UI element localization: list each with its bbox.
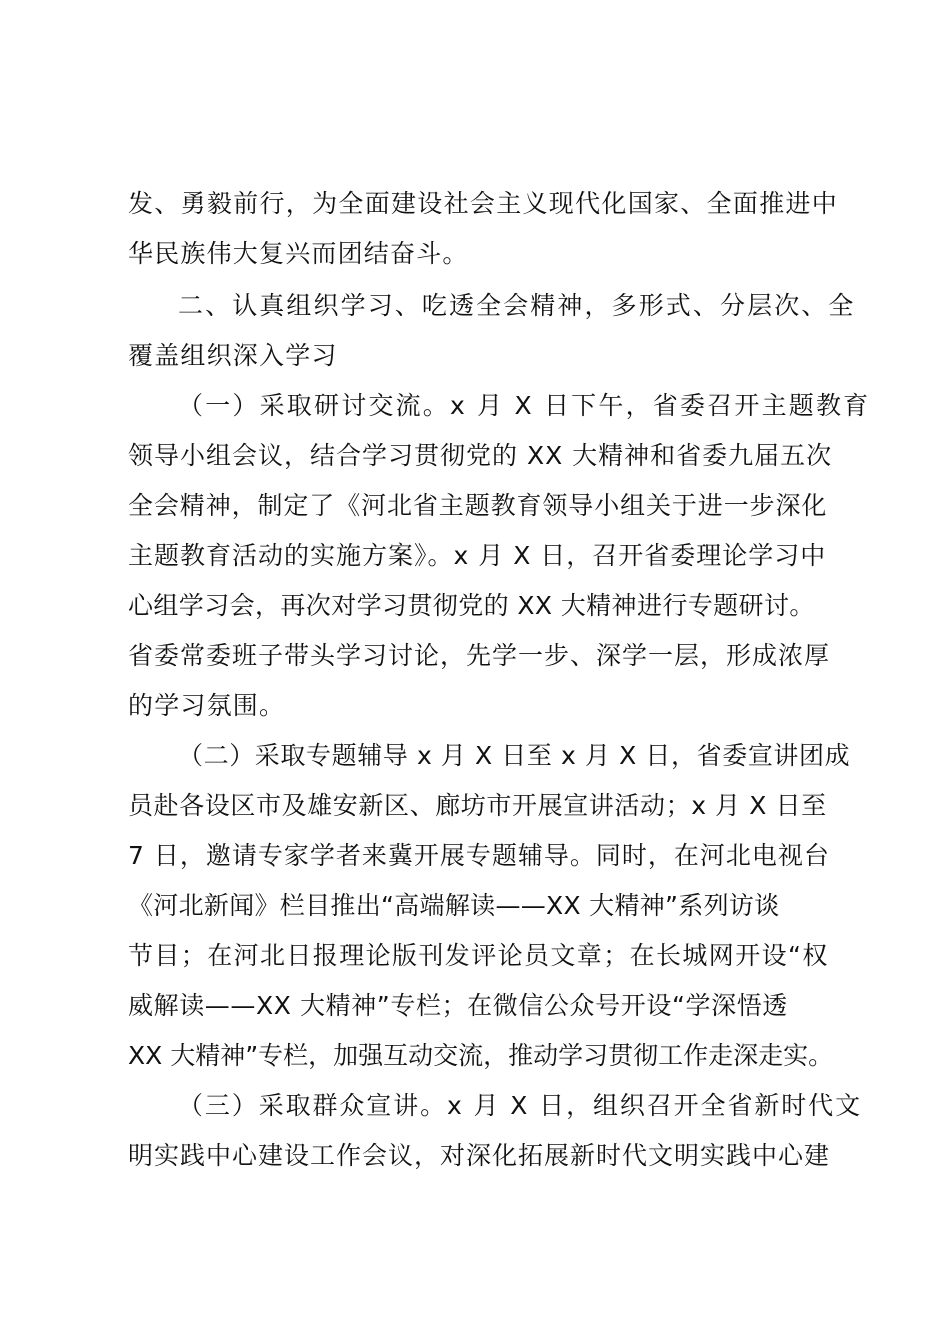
section-heading-line: 覆盖组织深入学习 [128, 341, 338, 370]
body-text-line: 领导小组会议，结合学习贯彻党的 XX 大精神和省委九届五次 [128, 441, 833, 470]
body-text-line: 员赴各设区市及雄安新区、廊坊市开展宣讲活动；x 月 X 日至 [128, 791, 827, 820]
body-text-line: 威解读——XX 大精神”专栏；在微信公众号开设“学深悟透 [128, 991, 788, 1020]
body-text-line: 主题教育活动的实施方案》。x 月 X 日，召开省委理论学习中 [128, 541, 827, 570]
subsection-paragraph-line: （二）采取专题辅导 x 月 X 日至 x 月 X 日，省委宣讲团成 [178, 741, 851, 770]
body-text-line: 心组学习会，再次对学习贯彻党的 XX 大精神进行专题研讨。 [128, 591, 815, 620]
body-text-line: 省委常委班子带头学习讨论，先学一步、深学一层，形成浓厚 [128, 641, 831, 670]
subsection-paragraph-line: （一）采取研讨交流。x 月 X 日下午，省委召开主题教育 [178, 391, 871, 420]
body-text-line: 《河北新闻》栏目推出“高端解读——XX 大精神”系列访谈 [128, 891, 780, 920]
body-text-line: 7 日，邀请专家学者来冀开展专题辅导。同时，在河北电视台 [128, 841, 830, 870]
body-text-line: 明实践中心建设工作会议，对深化拓展新时代文明实践中心建 [128, 1141, 831, 1170]
body-text-line: 发、勇毅前行，为全面建设社会主义现代化国家、全面推进中 [128, 189, 839, 218]
body-text-line: XX 大精神”专栏，加强互动交流，推动学习贯彻工作走深走实。 [128, 1041, 834, 1070]
subsection-paragraph-line: （三）采取群众宣讲。x 月 X 日，组织召开全省新时代文 [178, 1091, 862, 1120]
body-text-line: 节目；在河北日报理论版刊发评论员文章；在长城网开设“权 [128, 941, 829, 970]
body-text-line: 华民族伟大复兴而团结奋斗。 [128, 239, 469, 268]
section-heading-line: 二、认真组织学习、吃透全会精神，多形式、分层次、全 [178, 291, 856, 320]
body-text-line: 全会精神，制定了《河北省主题教育领导小组关于进一步深化 [128, 491, 828, 520]
body-text-line: 的学习氛围。 [128, 691, 286, 720]
